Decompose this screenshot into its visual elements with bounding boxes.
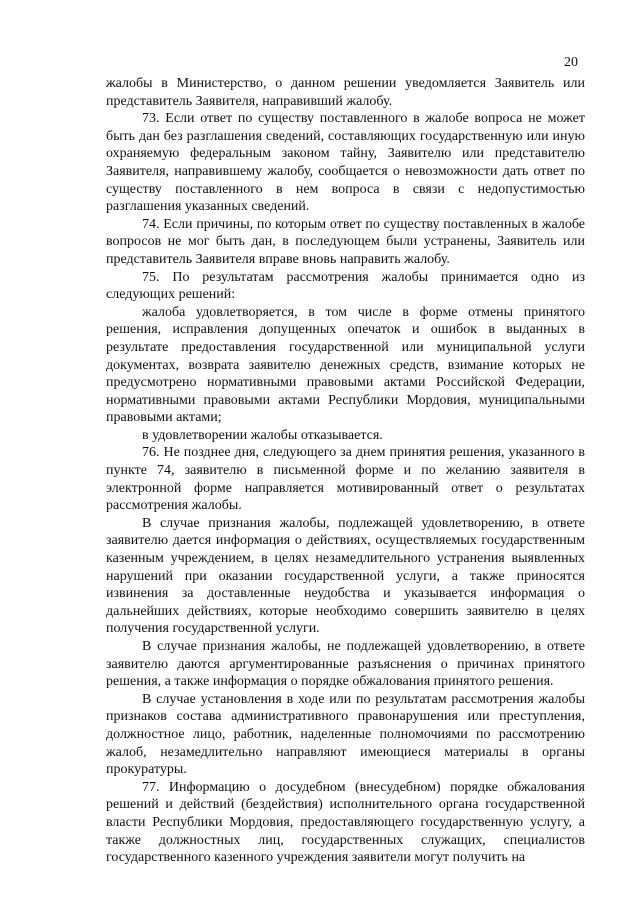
page-number: 20 xyxy=(564,55,578,70)
paragraph-76: 76. Не позднее дня, следующего за днем принятия решения, указанного в пункте 74, заявителю в письменной форме и по желанию заявителя в электронной форме направляется мотивированный ответ о результатах рассмотрения жалобы. xyxy=(106,445,585,514)
document-body xyxy=(106,75,585,867)
paragraph-continuation: жалобы в Министерство, о данном решении уведомляется Заявитель или представитель Заявителя, направивший жалобу. xyxy=(106,76,585,109)
paragraph-77: 77. Информацию о досудебном (внесудебном) порядке обжалования решений и действий (бездействия) исполнительного органа государственной власти Республики Мордовия, предоставляющего государственную услугу, а также должностных лиц, государственных служащих, специалистов государственного казенного учреждения заявители могут получить на xyxy=(106,779,585,866)
paragraph-76-refused-case: В случае признания жалобы, не подлежащей удовлетворению, в ответе заявителю даются аргументированные разъяснения о причинах принятого решения, а также информация о порядке обжалования принятого решения. xyxy=(106,639,585,690)
paragraph-75: 75. По результатам рассмотрения жалобы принимается одно из следующих решений: xyxy=(106,269,585,303)
paragraph-75-option-refused: в удовлетворении жалобы отказывается. xyxy=(142,427,383,443)
paragraph-73: 73. Если ответ по существу поставленного в жалобе вопроса не может быть дан без разглашения сведений, составляющих государственную или иную охраняемую федеральным законом тайну, Заявителю или представителю Заявителя, направившему жалобу, сообщается о невозможности дать ответ по существу поставленного в нем вопроса в связи с недопустимостью разглашения указанных сведений. xyxy=(106,111,585,215)
paragraph-74: 74. Если причины, по которым ответ по существу поставленных в жалобе вопросов не мог быть дан, в последующем были устранены, Заявитель или представитель Заявителя вправе вновь направить жалобу. xyxy=(106,216,585,267)
paragraph-76-prosecution-case: В случае установления в ходе или по результатам рассмотрения жалобы признаков состава административного правонарушения или преступления, должностное лицо, работник, наделенные полномочиями по рассмотрению жалоб, незамедлительно направляют имеющиеся материалы в органы прокуратуры. xyxy=(106,691,585,778)
paragraph-76-granted-case: В случае признания жалобы, подлежащей удовлетворению, в ответе заявителю дается информация о действиях, осуществляемых государственным казенным учреждением, в целях незамедлительного устранения выявленных нарушений при оказании государственной услуги, а также приносятся извинения за доставленные неудобства и указывается информация о дальнейших действиях, которые необходимо совершить заявителю в целях получения государственной услуги. xyxy=(106,515,585,637)
paragraph-75-option-granted: жалоба удовлетворяется, в том числе в форме отмены принятого решения, исправления допущенных опечаток и ошибок в выданных в результате предоставления государственной или муниципальной услуги документах, возврата заявителю денежных средств, взимание которых не предусмотрено нормативными правовыми актами Российской Федерации, нормативными правовыми актами Республики Мордовия, муниципальными правовыми актами; xyxy=(106,304,585,426)
